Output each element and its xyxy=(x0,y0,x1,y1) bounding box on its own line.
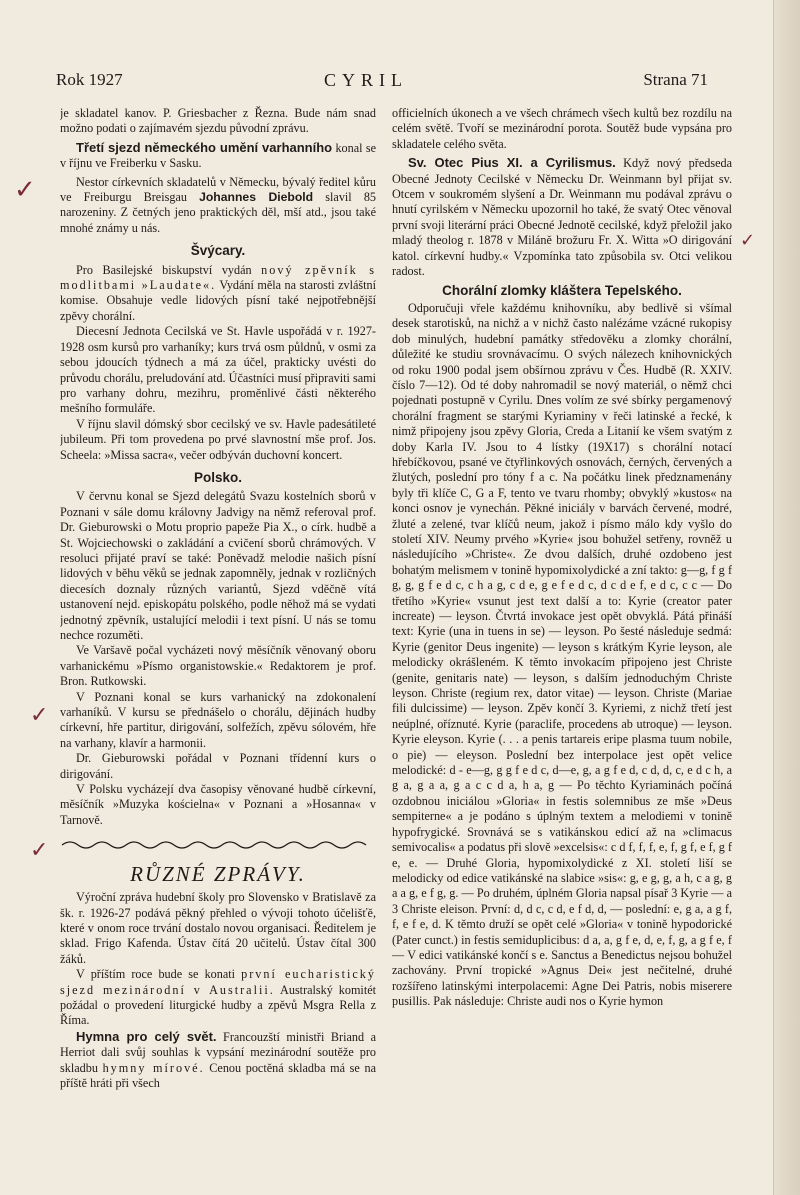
paragraph-text: Když nový předseda Obecné Jednoty Cecilské v Německu Dr. Weinmann byl přijat sv. Otcem v soukromém slyšení a Dr. Weinmann mu podával zprávu o hnutí cyrilském v Německu upozornil ho také, že svatý Otec věnoval první svoji literární práci Obecné Jednotě cecilské, když přeložil jako mladý theolog r. 1878 v Miláně brožuru Fr. X. Witta »O dirigování katol. církevní hudby.« Vzpomínka tato způsobila sv. Otci velikou radost. xyxy=(392,156,732,279)
person-name: Johannes Diebold xyxy=(199,190,314,205)
spaced-text: hymny mírové. xyxy=(102,1060,205,1075)
paragraph-text: konal se v říjnu ve Freiberku v Sasku. xyxy=(60,140,376,171)
paragraph: V červnu konal se Sjezd delegátů Svazu kostelních sborů v Poznani v sále domu královny Jadvigy na němž referoval prof. Dr. Gieburowski o Motu proprio papeže Pia X., o círk. hudbě a St. Wojciechowski o zakládání a cvičení sborů chrámových. V resoluci přijaté praví se také: Poněvadž melodie našich písní lidových v běhu věků se jednak zapomněly, jednak v rozličných diecesích doznaly různých variantů, Sjezd vděčně vítá ustanovení nejd. episkopátu polského, podle něhož má se vydati jednotný zpěvník, ustalující melodii i text písní. U nás se tomu nechce rozuměti. xyxy=(60,489,376,642)
paragraph: V Polsku vycházejí dva časopisy věnované hudbě církevní, měsíčník »Muzyka kościelna« v Poznani a »Hosanna« v Tarnově. xyxy=(60,782,376,827)
inline-heading: Třetí sjezd německého umění varhanního xyxy=(76,139,333,155)
paragraph-text: Vydání měla na starosti zvláštní komise. Obsahuje vedle lidových písní také nejpotřebnější zpěvy chorální. xyxy=(60,278,376,323)
inline-heading: Sv. Otec Pius XI. a Cyrilismus. xyxy=(408,155,616,171)
spaced-text: první eucharistický sjezd mezinárodní v Australii. xyxy=(60,967,376,997)
paragraph-text: Australský komitét požádal o provedení liturgické hudby a zpěvů Msgra Rella z Říma. xyxy=(60,982,376,1028)
margin-check-mark-icon: ✓ xyxy=(30,703,49,728)
paragraph: Ve Varšavě počal vycházeti nový měsíčník věnovaný oboru varhanickému »Písmo organistowskie.« Redaktorem je prof. Bron. Rutkowski. xyxy=(60,643,376,689)
header-page-number: Strana 71 xyxy=(643,70,708,89)
margin-check-mark-icon: ✓ xyxy=(740,230,756,251)
paragraph xyxy=(60,967,376,1029)
section-heading-chorale: Chorální zlomky kláštera Tepelského. xyxy=(442,283,682,299)
section-heading-svycary: Švýcary. xyxy=(190,243,246,259)
ornamental-wave-divider xyxy=(60,838,376,852)
paragraph: Diecesní Jednota Cecilská ve St. Havle uspořádá v r. 1927-1928 osm kursů pro varhaníky; kurs trvá osm půldnů, v osmi za sebou jdoucích týdnech a má za účel, prakticky uvésti do průvodu chorálu, preludování atd. Účastníci musí připraviti sami pro varhany dohru, mezihru, proměnlivé části některého mešního formuláře. xyxy=(60,324,376,416)
paragraph xyxy=(60,175,376,237)
paragraph-text: Nestor církevních skladatelů v Německu, bývalý ředitel kůru ve Freiburgu Breisgau xyxy=(60,174,376,205)
paragraph-text: slavil 85 narozeniny. Z četných jeno praktických děl, mší atd., jsou také mnohé známy u nás. xyxy=(60,190,376,235)
paragraph: Dr. Gieburowski pořádal v Poznani třídenní kurs o dirigování. xyxy=(60,751,376,781)
paragraph: officielních úkonech a ve všech chrámech všech kultů bez rozdílu na celém světě. Tvoří se mezinárodní porota. Soutěž bude vypsána pro skladatele celého světa. xyxy=(392,106,732,151)
paragraph xyxy=(60,263,376,325)
paragraph-text: V příštím roce bude se konati xyxy=(76,967,242,982)
margin-check-mark-icon: ✓ xyxy=(30,838,49,863)
section-heading-polsko: Polsko. xyxy=(193,469,242,485)
paragraph xyxy=(392,155,732,279)
paragraph-text: Pro Basilejské biskupství vydán xyxy=(76,262,262,277)
running-header xyxy=(54,70,708,96)
paragraph: V říjnu slavil dómský sbor cecilský ve sv. Havle padesátileté jubileum. Při tom provedena po prvé slavnostní mše prof. Jos. Scheela: »Missa sacra«, večer odbýván duchovní koncert. xyxy=(60,416,376,462)
inline-heading: Hymna pro celý svět. xyxy=(76,1028,217,1044)
paragraph xyxy=(60,1029,376,1092)
paragraph: je skladatel kanov. P. Griesbacher z Řezna. Bude nám snad možno podati o zajímavém sjezdu původní zprávu. xyxy=(60,106,376,136)
right-column xyxy=(392,106,732,1126)
section-title-ruzne-zpravy: RŮZNÉ ZPRÁVY. xyxy=(130,861,306,886)
header-year: Rok 1927 xyxy=(56,70,123,89)
margin-check-mark-icon: ✓ xyxy=(14,175,36,205)
paragraph: Výroční zpráva hudební školy pro Slovensko v Bratislavě za šk. r. 1926-27 podává pěkný přehled o vývoji tohoto účelišťě, které v onom roce trvání dostalo novou organisaci. Ředitelem je sklad. Frigo Kafenda. Ústav čítá 20 učitelů. Ústav čítal 300 žáků. xyxy=(60,890,376,966)
left-column xyxy=(60,106,376,1126)
page-edge xyxy=(773,0,800,1195)
paragraph xyxy=(60,140,376,172)
paragraph-text: Francouzští ministři Briand a Herriot dali svůj souhlas k vypsání mezinárodní soutěže pro skladbu xyxy=(60,1029,376,1075)
spaced-text: nový zpěvník s modlitbami xyxy=(60,262,376,293)
paragraph: V Poznani konal se kurs varhanický na zdokonalení varhaníků. V kursu se přednášelo o chorálu, dějinách hudby církevní, hře partitur, dirigování, solfežích, zpěvu sólovém, hře na varhany, klavír a harmonii. xyxy=(60,689,376,750)
paragraph-text: Cenou poctěná skladba má se na příště hráti při všech xyxy=(60,1060,376,1090)
spaced-text: »Laudate«. xyxy=(136,278,217,293)
header-journal-title: CYRIL xyxy=(324,70,408,90)
paragraph: Odporučuji vřele každému knihovníku, aby bedlivě si všímal desek starotisků, na nichž a v nichž často nalézáme vzácné rukopisy dob minulých, hudební památky středověku a zlomky chorální, důležité ke studiu srovnávacímu. O svých nálezech knihovnických od roku 1900 podal jsem obšírnou zprávu v Čes. Hudbě (R. XXIV. číslo 7—12). Od té doby nahromadil se nový materiál, o němž chci pojednati postupně v Cyrilu. Dnes volím ze své sbírky pergamenový chorální fragment se starými Kyriaminy v řeči latinské a řecké, k nimž připojeny jsou zpěvy Gloria, Creda a Litanií ke všem svatým z doby Karla IV. Jsou to 4 lístky (19X17) s chorální notací hřebíčkovou, psané ve čtyřlinkových osnovách, černých, červených a žlutých, poslední pro tóny f a c. Na počátku linek předznamenány byly tři klíče C, G a F, tento ve tvaru rhomby; obvyklý »kustos« na konci osnov je vynechán. Pěkné iniciály v barvách červené, modré, žluté a zelené, tvar klíčů neum, jakož i písmo málo kdy vyšlo do století XIV. Neumy prvého »Kyrie« jsou bohužel setřeny, rovněž u následujícího »Christe«. Ze dvou dalších, druhé ozdobeno jest bohatým melismem v tonině hypomixolydické a zní takto: g—g, f g f g, g, g f e d c, c h a g, c d e, g e f e d c, d c d e f, e d c, c c — Do třetího »Kyrie« vsunut jest text další a to: Kyrie (creator pater increate) — leyson. Čtvrtá invokace jest opět obvyklá. Pátá přináší text: Kyrie (una in tuens in se) — leyson. Po šesté následuje sedmá: Kyrie (genitor Deus ingenite) — leyson s krátkým Kyrie leyson, ale melodicky okrášleném. K těmto invokacím připojeno jest Christe (genite, genitaris nate) — leyson, s dalším jednoduchým Christe leyson. Christe (regium rex, dator vitae) — leyson. Christe (Mariae fili dulcissime) — leyson. Zpěv končí 3. Kyriemi, z nichž třetí jest neúplné, oříznuté. Kyrie (paraclife, procedens ab utroque) — leyson. Kyrie eleyson. Kyrie (. . . a penis tartareis eripe plasma tuum nobile, o pie) — eleyson. Poslední bez interpolace jest opět velice melodické: d - e—g, g g f e d c, d—e, g, a g f e d, c d, d, c, e d c h, a g a, g a a, g a c c d a, h a, g — Po těchto Kyriaminách počíná ozdobnou iniciálou »Gloria« in festis solemnibus ze mše »Deus sempiterne« a je podáno s úplným textem a melodiemi v tonině hypofrygické. Srovnává se s vatikánskou edicí až na »climacus semivocalis« a podatus při slově »excelsis«: c d f, f, f, e, f, g f, e f, g f e, e. — Druhé Gloria, hypomixolydické z XI. století liší se melodicky od edice vatikánské na slabice »sis«: g, e g, g, a h, c a g, g a a g, e f g, g. — Po druhém, úplném Gloria napsal písař 3 Kyrie — a 3 Christe eleison. První: d, d c, c d, e f d, d, — poslední: e, g a, a g f, f, e f e, d. K těmto druží se opět celé »Gloria« v tonině hypodorické (Pater cunct.) in festis semiduplicibus: d a, a, g f e, d, e, f, g, a g f e, f — V edici vatikánské končí s e. Sanctus a Benedictus nejsou bohužel zachovány. První tropické »Agnus Dei« jest nečitelné, druhé rozšířeno latinskými interpolacemi: Agne Dei Patris, nobis miserere pusillis. Pak následuje: Christe audi nos o Kyrie hymon xyxy=(392,300,732,1009)
